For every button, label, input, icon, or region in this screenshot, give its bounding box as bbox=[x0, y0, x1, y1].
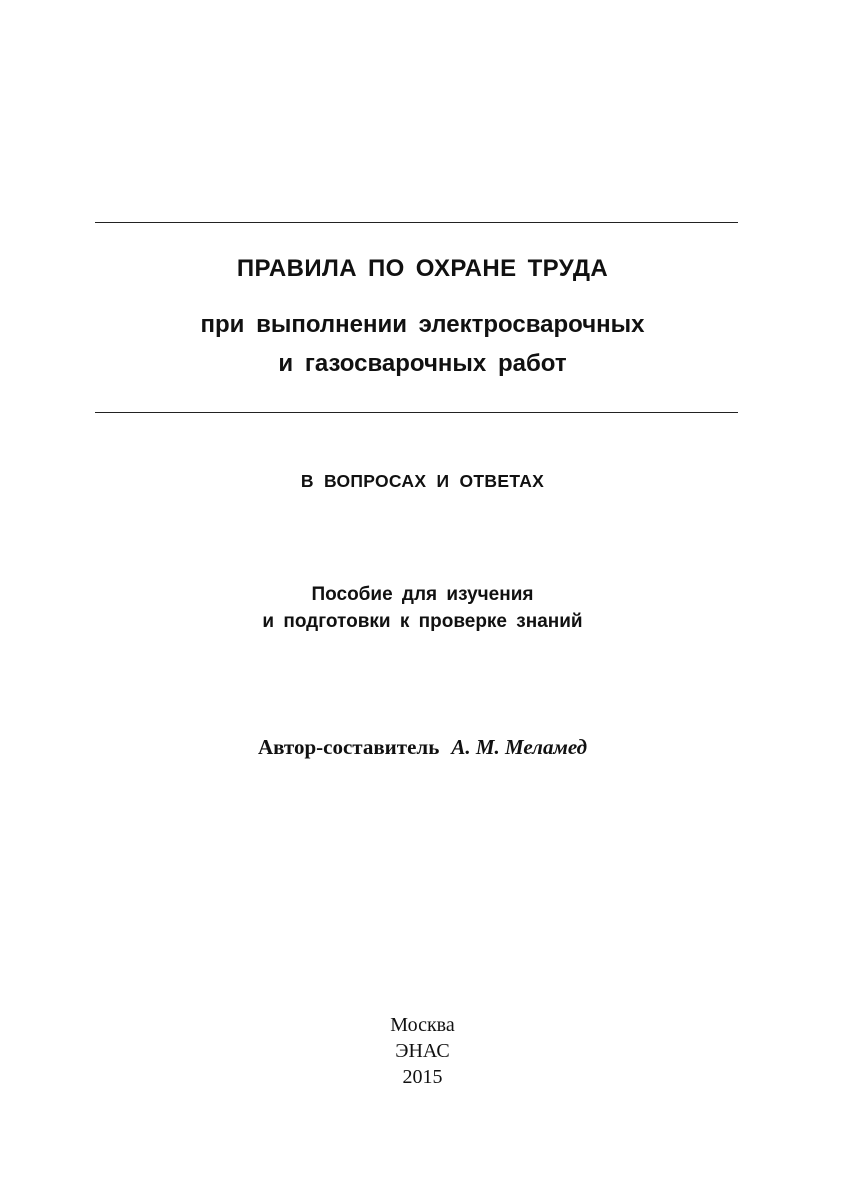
purpose-line-2: и подготовки к проверке знаний bbox=[262, 611, 583, 632]
imprint-city: Москва bbox=[390, 1014, 455, 1036]
book-title: ПРАВИЛА ПО ОХРАНЕ ТРУДА bbox=[236, 255, 609, 282]
imprint-year: 2015 bbox=[402, 1066, 443, 1088]
author-name: А. М. Меламед bbox=[451, 735, 588, 759]
imprint-publisher: ЭНАС bbox=[395, 1040, 450, 1062]
book-title-line-1: при выполнении электросварочных bbox=[200, 311, 645, 338]
purpose-line-1: Пособие для изучения bbox=[311, 584, 534, 605]
book-title-line-2: и газосварочных работ bbox=[278, 350, 567, 377]
bottom-divider bbox=[95, 412, 738, 413]
author-line bbox=[0, 735, 845, 760]
author-role: Автор-составитель bbox=[257, 735, 440, 759]
book-subtitle: В ВОПРОСАХ И ОТВЕТАХ bbox=[300, 471, 545, 491]
top-divider bbox=[95, 222, 738, 223]
